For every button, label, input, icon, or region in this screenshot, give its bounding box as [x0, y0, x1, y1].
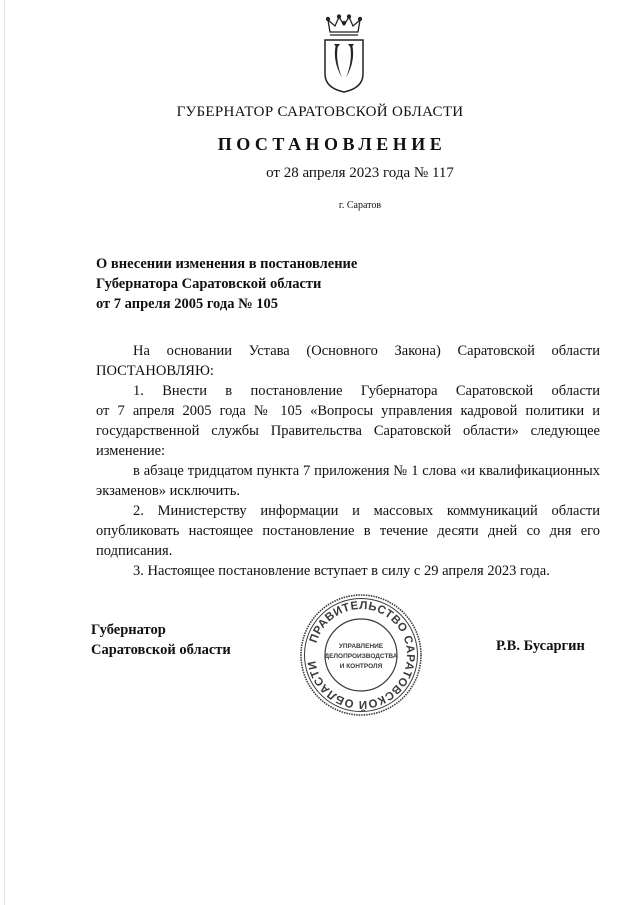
document-date-number: от 28 апреля 2023 года № 117 [266, 165, 454, 181]
decree-word: ПОСТАНОВЛЯЮ: [96, 363, 214, 379]
subject-line: от 7 апреля 2005 года № 105 [96, 296, 279, 312]
position-line: Саратовской области [91, 642, 231, 658]
stamp-inner-line: ДЕЛОПРОИЗВОДСТВА [324, 653, 398, 660]
item1-first-line: 1. Внести в постановление Губернатора Саратовской области [133, 383, 600, 399]
document-place: г. Саратов [338, 200, 382, 211]
document-subject [96, 254, 357, 314]
item1-subparagraph: в абзаце тридцатом пункта 7 приложения № 1 слова «и квалификационных экзаменов» исключить. [96, 463, 600, 499]
stamp-ring-text: ПРАВИТЕЛЬСТВО САРАТОВСКОЙ ОБЛАСТИ [306, 599, 417, 711]
coat-of-arms-icon [318, 14, 370, 94]
subject-line: О внесении изменения в постановление [96, 256, 358, 272]
document-body [96, 341, 600, 581]
item2-paragraph: 2. Министерству информации и массовых коммуникаций области опубликовать настоящее постановление в течение десяти дней со дня его подписания. [96, 503, 600, 559]
item3-paragraph: 3. Настоящее постановление вступает в силу с 29 апреля 2023 года. [133, 563, 550, 579]
stamp-inner-line: УПРАВЛЕНИЕ [338, 643, 384, 650]
position-line: Губернатор [91, 622, 166, 638]
signatory-position [91, 620, 231, 660]
intro-paragraph: На основании Устава (Основного Закона) Саратовской области [133, 343, 600, 359]
official-stamp-icon [298, 592, 424, 718]
subject-line: Губернатора Саратовской области [96, 276, 322, 292]
org-title: ГУБЕРНАТОР САРАТОВСКОЙ ОБЛАСТИ [176, 104, 464, 120]
stamp-inner-line: И КОНТРОЛЯ [339, 663, 383, 670]
item1-continuation: от 7 апреля 2005 года № 105 «Вопросы управления кадровой политики и государственной службы Правительства Саратовской области» следующее изменение: [96, 403, 600, 459]
signatory-name: Р.В. Бусаргин [496, 638, 585, 654]
document-type: ПОСТАНОВЛЕНИЕ [217, 134, 447, 154]
